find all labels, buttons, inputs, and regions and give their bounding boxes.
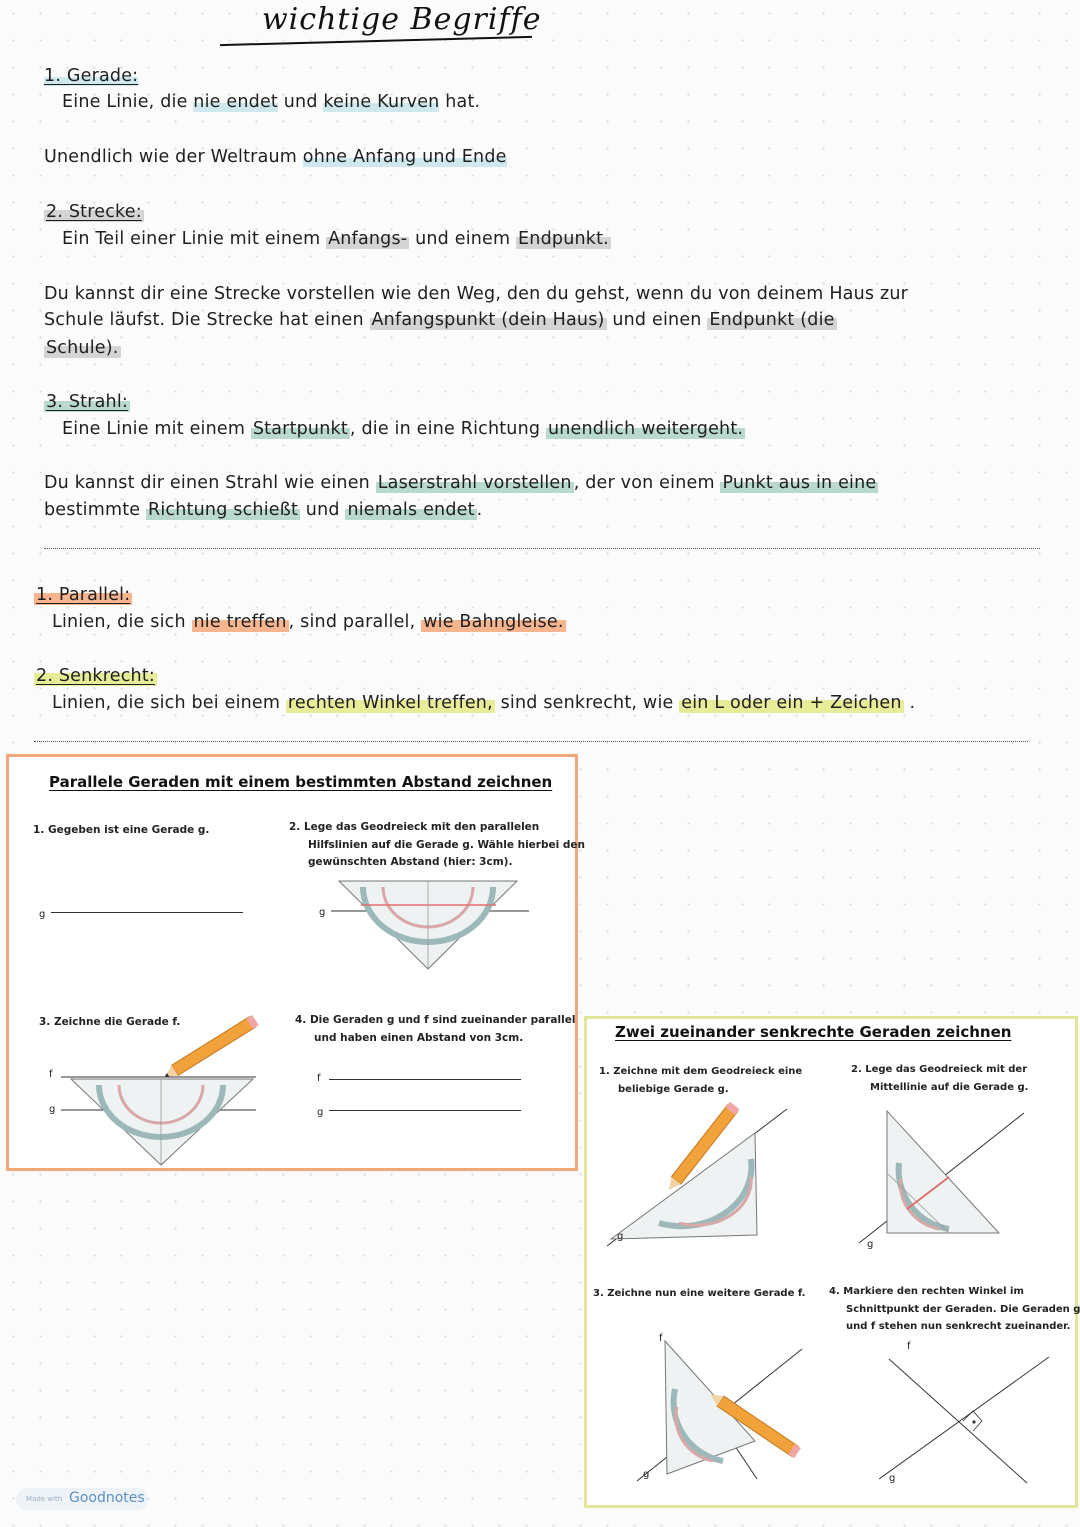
perpendicular-lines-figure (867, 1347, 1057, 1487)
heading-strahl: 3. Strahl: (46, 392, 128, 412)
senkrecht-step-3: 3. Zeichne nun eine weitere Gerade f. (593, 1288, 806, 1299)
def-senkrecht: Linien, die sich bei einem rechten Winkel treffen, sind senkrecht, wie ein L oder ein + Zeichen . (52, 693, 916, 713)
parallel-step-2: 2. Lege das Geodreieck mit den parallelen Hilfslinien auf die Gerade g. Wähle hierbei den gewünschten Abstand (hier: 3cm). (289, 821, 585, 868)
label-g: g (889, 1473, 896, 1484)
label-f: f (659, 1333, 663, 1344)
divider-1 (44, 548, 1040, 549)
label-f: f (317, 1073, 321, 1084)
senkrecht-step-1: 1. Zeichne mit dem Geodreieck eine beliebige Gerade g. (599, 1066, 803, 1095)
example-strahl-line2: bestimmte Richtung schießt und niemals endet . (44, 500, 483, 520)
geodreieck-pencil-figure (597, 1101, 797, 1251)
badge-brand-text: Goodnotes (69, 1490, 145, 1506)
parallel-step-1: 1. Gegeben ist eine Gerade g. (33, 824, 210, 836)
label-f: f (49, 1069, 53, 1080)
title-underline (220, 36, 532, 46)
label-g: g (643, 1469, 650, 1480)
label-g: g (617, 1231, 624, 1242)
page-title: wichtige Begriffe (262, 2, 542, 37)
label-g: g (867, 1239, 874, 1250)
badge-small-text: Made with (26, 1495, 63, 1503)
example-gerade: Unendlich wie der Weltraum ohne Anfang und Ende (44, 147, 507, 167)
def-strahl: Eine Linie mit einem Startpunkt , die in eine Richtung unendlich weitergeht. (62, 419, 744, 439)
example-strecke-line1: Du kannst dir eine Strecke vorstellen wie den Weg, den du gehst, wenn du von deinem Haus zur (44, 284, 909, 304)
def-parallel: Linien, die sich nie treffen , sind parallel, wie Bahngleise. (52, 612, 564, 632)
geodreieck-pencil-figure (627, 1329, 817, 1489)
geodreieck-pencil-figure (61, 1009, 261, 1169)
label-g: g (319, 907, 326, 918)
parallel-card-title: Parallele Geraden mit einem bestimmten Abstand zeichnen (49, 773, 553, 791)
senkrecht-card-title: Zwei zueinander senkrechte Geraden zeichnen (615, 1023, 1012, 1041)
example-strahl-line1: Du kannst dir einen Strahl wie einen Laserstrahl vorstellen , der von einem Punkt aus in eine (44, 473, 877, 493)
label-f: f (907, 1341, 911, 1352)
def-strecke: Ein Teil einer Linie mit einem Anfangs- und einem Endpunkt. (62, 229, 609, 249)
geodreieck-figure (849, 1103, 1029, 1253)
label-g: g (49, 1104, 56, 1115)
divider-2 (34, 741, 1028, 742)
example-strecke-line3: Schule). (46, 338, 119, 358)
senkrecht-step-2: 2. Lege das Geodreieck mit der Mittellinie auf die Gerade g. (851, 1064, 1029, 1093)
heading-senkrecht: 2. Senkrecht: (36, 666, 156, 686)
label-g: g (39, 909, 46, 920)
geodreieck-figure (331, 877, 531, 972)
line-g (329, 1110, 521, 1111)
heading-parallel: 1. Parallel: (36, 585, 131, 605)
line-f (329, 1079, 521, 1080)
parallel-step-3: 3. Zeichne die Gerade f. (39, 1016, 181, 1028)
label-g: g (317, 1107, 324, 1118)
heading-gerade: 1. Gerade: (44, 66, 139, 86)
parallel-step-4: 4. Die Geraden g und f sind zueinander parallel und haben einen Abstand von 3cm. (295, 1014, 576, 1044)
parallel-instructions-card (6, 754, 585, 1171)
def-gerade: Eine Linie, die nie endet und keine Kurven hat. (62, 92, 481, 112)
senkrecht-step-4: 4. Markiere den rechten Winkel im Schnittpunkt der Geraden. Die Geraden g und f stehen nun senkrecht zueinander. (829, 1286, 1080, 1332)
senkrecht-instructions-card (584, 1016, 1078, 1508)
line-g (51, 912, 243, 913)
heading-strecke: 2. Strecke: (46, 202, 142, 222)
example-strecke-line2: Schule läufst. Die Strecke hat einen Anfangspunkt (dein Haus) und einen Endpunkt (die (44, 310, 835, 330)
